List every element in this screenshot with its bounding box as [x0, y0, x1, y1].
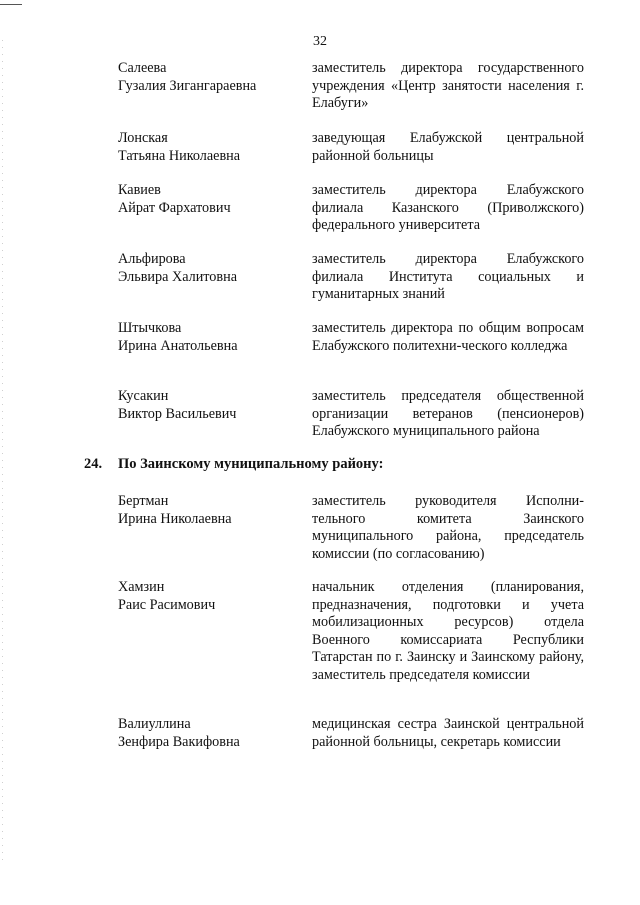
member-given-name: Гузалия Зигангараевна: [118, 77, 257, 94]
member-surname: Валиуллина: [118, 716, 191, 732]
member-name: [118, 493, 312, 563]
member-position: заместитель директора по общим вопросам Елабужского политехни-ческого колледжа: [312, 320, 584, 354]
edge-scan-dots: [2, 40, 3, 860]
member-entry-khamzin: [118, 579, 584, 684]
member-position: заместитель председателя общественной организации ветеранов (пенсионеров) Елабужского муниципального района: [312, 388, 584, 439]
member-given-name: Ирина Николаевна: [118, 510, 232, 527]
edge-scan-line: [0, 4, 22, 5]
member-surname: Кавиев: [118, 182, 161, 198]
member-name: [118, 320, 312, 355]
member-position: заместитель директора Елабужского филиала Казанского (Приволжского) федерального университета: [312, 182, 584, 233]
member-surname: Лонская: [118, 130, 168, 146]
member-name: [118, 716, 312, 751]
member-surname: Хамзин: [118, 579, 165, 595]
member-entry-kusakin: [118, 388, 584, 441]
member-position: заместитель директора государственного учреждения «Центр занятости населения г. Елабуги»: [312, 60, 584, 111]
member-given-name: Эльвира Халитовна: [118, 268, 237, 285]
section-number: 24.: [84, 456, 103, 472]
member-surname: Салеева: [118, 60, 167, 76]
section-title: По Заинскому муниципальному району:: [118, 456, 384, 472]
member-given-name: Виктор Васильевич: [118, 405, 237, 422]
member-entry-kaviev: [118, 182, 584, 235]
member-given-name: Айрат Фархатович: [118, 199, 231, 216]
member-position: начальник отделения (планирования, предназначения, подготовки и учета мобилизационных ресурсов) отдела Военного комиссариата Республики Татарстан по г. Заинску и Заинскому району, заместитель председателя комиссии: [312, 579, 584, 683]
member-surname: Бертман: [118, 493, 169, 509]
member-entry-saleeva: [118, 60, 584, 113]
member-name: [118, 60, 312, 113]
member-surname: Штычкова: [118, 320, 182, 336]
member-entry-shtychkova: [118, 320, 584, 355]
member-name: [118, 130, 312, 165]
member-position: медицинская сестра Заинской центральной районной больницы, секретарь комиссии: [312, 716, 584, 750]
member-name: [118, 182, 312, 235]
member-surname: Кусакин: [118, 388, 169, 404]
member-given-name: Татьяна Николаевна: [118, 147, 241, 164]
member-entry-lonskaya: [118, 130, 584, 165]
member-given-name: Ирина Анатольевна: [118, 337, 238, 354]
member-position: заместитель руководителя Исполни-тельного комитета Заинского муниципального района, председатель комиссии (по согласованию): [312, 493, 584, 562]
member-name: [118, 388, 312, 441]
member-name: [118, 579, 312, 684]
member-entry-alfirova: [118, 251, 584, 304]
section-heading: [84, 456, 383, 473]
member-given-name: Раис Расимович: [118, 596, 216, 613]
member-name: [118, 251, 312, 304]
member-given-name: Зенфира Вакифовна: [118, 733, 240, 750]
member-surname: Альфирова: [118, 251, 186, 267]
member-entry-valiullina: [118, 716, 584, 751]
member-entry-bertman: [118, 493, 584, 563]
page-number: 32: [313, 34, 327, 49]
member-position: заместитель директора Елабужского филиала Института социальных и гуманитарных знаний: [312, 251, 584, 302]
member-position: заведующая Елабужской центральной районной больницы: [312, 130, 584, 164]
